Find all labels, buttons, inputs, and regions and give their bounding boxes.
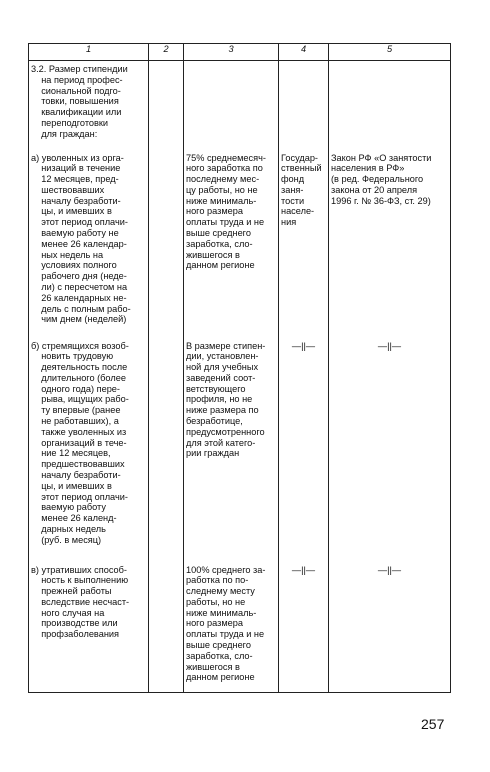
row-c-description: в) утративших способ- ность к выполнению прежней работы вследствие несчаст- ного случая на производстве или профзаболевания bbox=[31, 564, 130, 640]
row-a-amount: 75% среднемесяч- ного заработка по последнему мес- цу работы, но не ниже минималь- ного размера оплаты труда и не выше среднего заработка, сло- жившегося в данном регионе bbox=[186, 152, 266, 271]
section-row bbox=[29, 61, 451, 153]
page-number: 257 bbox=[421, 716, 445, 732]
row-a-source: Государ- ственный фонд заня- тости населе- ния bbox=[281, 152, 322, 228]
column-header-5: 5 bbox=[329, 44, 451, 61]
row-b-ditto-mark: —||— bbox=[291, 340, 316, 351]
header-row bbox=[29, 44, 451, 61]
row-c-amount: 100% среднего за- работка по по- следнему месту работы, но не ниже минималь- ного размера оплаты труда и не выше среднего заработка, сло- жившегося в данном регионе bbox=[186, 564, 266, 683]
row-a-description: а) уволенных из орга- низаций в течение 12 месяцев, пред- шествовавших началу безработи- цы, и имевших в этот период оплачи- ваемую работу не менее 26 календар- ных недель на условиях полного рабочего дня (неде- ли) с пересчетом на 26 календарных не- дель с полным рабо- чим днем (неделей) bbox=[31, 152, 131, 325]
section-title: 3.2. Размер стипендии на период профес- сиональной подго- товки, повышения квалификации или переподготовки для граждан: bbox=[31, 64, 128, 139]
row-b-description: б) стремящихся возоб- новить трудовую деятельность после длительного (более одного года) пере- рыва, ищущих рабо- ту впервые (ранее не работавших), а также уволенных из организаций в тече- ние 12 месяцев, предшествовавших началу безработи- цы, и имевших в этот период оплачи- ваемую работу менее 26 календ- дарных недель (руб. в месяц) bbox=[31, 340, 129, 545]
table-row bbox=[29, 561, 451, 693]
column-header-4: 4 bbox=[279, 44, 329, 61]
document-table bbox=[28, 43, 451, 693]
row-a-legal-basis: Закон РФ «О занятости населения в РФ» (в ред. Федерального закона от 20 апреля 1996 г. № 36-ФЗ, ст. 29) bbox=[331, 152, 432, 206]
row-b-ditto-mark: —||— bbox=[377, 340, 402, 351]
row-b-amount: В размере стипен- дии, установлен- ной для учебных заведений соот- ветствующего профиля, но не ниже размера по безработице, предусмотренного для этой катего- рии граждан bbox=[186, 340, 266, 459]
row-c-ditto-mark: —||— bbox=[377, 564, 402, 575]
column-header-1: 1 bbox=[29, 44, 149, 61]
table-row bbox=[29, 153, 451, 337]
column-header-3: 3 bbox=[184, 44, 279, 61]
row-c-ditto-mark: —||— bbox=[291, 564, 316, 575]
table-row bbox=[29, 337, 451, 561]
column-header-2: 2 bbox=[149, 44, 184, 61]
